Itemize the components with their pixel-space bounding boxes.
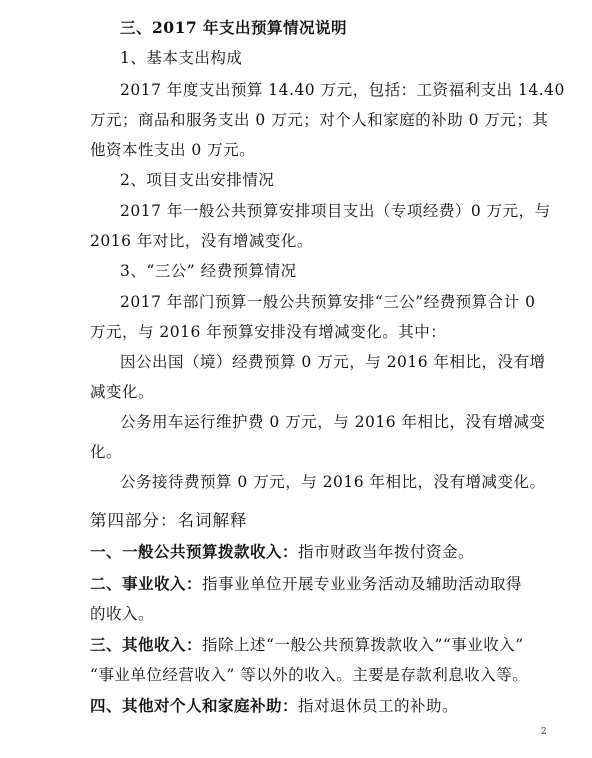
paragraph-line: 万元，与 2016 年预算安排没有增减变化。其中： xyxy=(90,323,447,341)
subheading-basic-expenditure: 1、基本支出构成 xyxy=(120,49,243,67)
definition-term: 四、其他对个人和家庭补助： xyxy=(90,697,299,715)
definition-term: 三、其他收入： xyxy=(90,636,203,654)
definition-item xyxy=(90,574,522,594)
definition-text: 指除上述“一般公共预算拨款收入”“事业收入” xyxy=(202,636,524,654)
definition-item xyxy=(90,696,458,716)
paragraph-line: 减变化。 xyxy=(90,383,155,401)
definition-term: 二、事业收入： xyxy=(90,575,203,593)
paragraph-line: 公务接待费预算 0 万元，与 2016 年相比，没有增减变化。 xyxy=(120,473,546,491)
paragraph-line: 2017 年部门预算一般公共预算安排“三公”经费预算合计 0 xyxy=(120,293,536,311)
subheading-three-public-expenses: 3、“三公” 经费预算情况 xyxy=(120,262,297,280)
definition-text: 指事业单位开展专业业务活动及辅助活动取得 xyxy=(202,575,523,593)
definition-item xyxy=(90,635,524,655)
paragraph-line: 因公出国（境）经费预算 0 万元，与 2016 年相比，没有增 xyxy=(120,353,546,371)
definition-text: “事业单位经营收入” 等以外的收入。主要是存款利息收入等。 xyxy=(90,666,529,684)
subheading-project-expenditure: 2、项目支出安排情况 xyxy=(120,171,275,189)
definition-text: 的收入。 xyxy=(90,605,155,623)
section-heading: 三、2017 年支出预算情况说明 xyxy=(120,18,348,37)
definition-text: 指对退休员工的补助。 xyxy=(298,697,459,715)
definition-item xyxy=(90,542,474,562)
paragraph-line: 他资本性支出 0 万元。 xyxy=(90,141,256,159)
paragraph-line: 2017 年一般公共预算安排项目支出（专项经费）0 万元，与 xyxy=(120,202,551,220)
paragraph-line: 万元；商品和服务支出 0 万元；对个人和家庭的补助 0 万元；其 xyxy=(90,111,549,129)
part-heading: 第四部分：名词解释 xyxy=(90,511,248,530)
paragraph-line: 2017 年度支出预算 14.40 万元，包括：工资福利支出 14.40 xyxy=(120,81,565,99)
paragraph-line: 化。 xyxy=(90,443,123,461)
definition-text: 指市财政当年拨付资金。 xyxy=(298,543,475,561)
paragraph-line: 2016 年对比，没有增减变化。 xyxy=(90,232,313,250)
page-number: 2 xyxy=(541,727,547,737)
definition-term: 一、一般公共预算拨款收入： xyxy=(90,543,299,561)
paragraph-line: 公务用车运行维护费 0 万元，与 2016 年相比，没有增减变 xyxy=(120,413,546,431)
